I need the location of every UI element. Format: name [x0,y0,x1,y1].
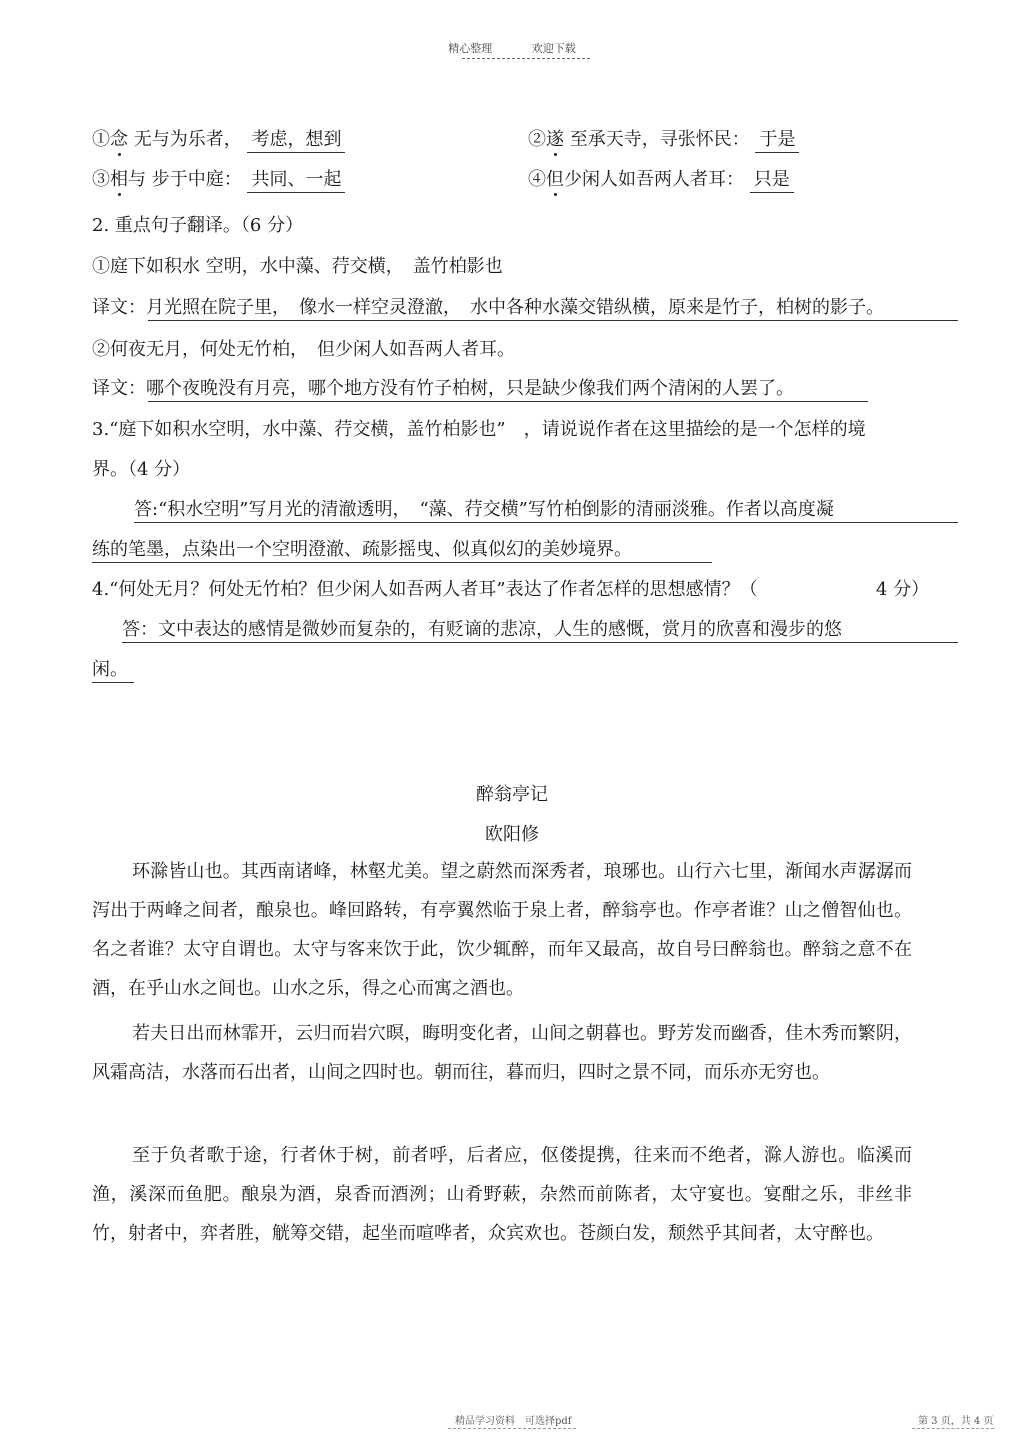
word-context: 少闲人如吾两人者耳： [564,169,744,190]
word-item-4 [528,168,794,193]
answer-underline [92,682,134,683]
q2-title: 2. 重点句子翻译。（6 分） [92,215,304,236]
answer-underline [122,642,958,643]
q4-answer-line-1: 答：文中表达的感情是微妙而复杂的，有贬谪的悲凉，人生的感慨，赏月的欣喜和漫步的悠 [122,619,842,640]
essay-paragraph-3: 至于负者歌于途，行者休于树，前者呼，后者应，伛偻提携，往来而不绝者，滁人游也。临溪而渔，溪深而鱼肥。酿泉为酒，泉香而酒洌；山肴野蔌，杂然而前陈者，太守宴也。宴酣之乐，非丝非竹，射者中，弈者胜，觥筹交错，起坐而喧哗者，众宾欢也。苍颜白发，颓然乎其间者，太守醉也。 [92,1145,912,1244]
word-num: ② [528,129,546,150]
q4-score: 4 分） [876,579,930,600]
q2-translation-1: 译文：月光照在院子里， 像水一样空灵澄澈， 水中各种水藻交错纵横，原来是竹子，柏树的影子。 [92,297,884,318]
dotted-char: 遂 [546,129,564,150]
essay-paragraph-1: 环滁皆山也。其西南诸峰，林壑尤美。望之蔚然而深秀者，琅琊也。山行六七里，渐闻水声潺潺而泻出于两峰之间者，酿泉也。峰回路转，有亭翼然临于泉上者，醉翁亭也。作亭者谁？山之僧智仙也。名之者谁？太守自谓也。太守与客来饮于此，饮少辄醉，而年又最高，故自号曰醉翁也。醉翁之意不在酒，在乎山水之间也。山水之乐，得之心而寓之酒也。 [92,861,912,999]
q3-question-line-2: 界。（4 分） [92,459,191,480]
header-left: 精心整理 [448,42,493,55]
q3-question-line-1: 3.“庭下如积水空明，水中藻、荇交横，盖竹柏影也” ，请说说作者在这里描绘的是一个怎样的境 [92,419,866,440]
word-context: 无与为乐者， [128,129,242,150]
q3-answer-line-2: 练的笔墨，点染出一个空明澄澈、疏影摇曳、似真似幻的美妙境界。 [92,539,632,560]
q4-question: 4.“何处无月？何处无竹柏？但少闲人如吾两人者耳”表达了作者怎样的思想感情？（ [92,579,758,600]
word-num: ④ [528,169,546,190]
essay-paragraph-2: 若夫日出而林霏开，云归而岩穴暝，晦明变化者，山间之朝暮也。野芳发而幽香，佳木秀而繁阴，风霜高洁，水落而石出者，山间之四时也。朝而往，暮而归，四时之景不同，而乐亦无穷也。 [92,1023,912,1083]
dotted-char: 相 [110,169,128,190]
word-num: ① [92,129,110,150]
footer-page-number: 第 3 页，共 4 页 [918,1416,994,1427]
word-item-2 [528,128,799,153]
dotted-char: 念 [110,129,128,150]
footer-left: 精品学习资料 可选择pdf [455,1416,572,1427]
word-context: 至承天寺，寻张怀民： [564,129,750,150]
word-answer: 只是 [750,169,794,193]
word-item-1 [92,128,345,153]
word-answer: 考虑，想到 [247,129,345,153]
essay-author: 欧阳修 [485,824,539,845]
q2-sentence-1: ①庭下如积水 空明，水中藻、荇交横， 盖竹柏影也 [92,256,503,277]
footer-divider [912,1428,994,1429]
word-answer: 共同、一起 [247,169,345,193]
answer-underline [148,320,958,321]
word-context: 与 步于中庭： [128,169,242,190]
header-divider [462,58,590,59]
dotted-char: 但 [546,169,564,190]
word-num: ③ [92,169,110,190]
q2-sentence-2: ②何夜无月，何处无竹柏， 但少闲人如吾两人者耳。 [92,339,515,360]
word-answer: 于是 [755,129,799,153]
answer-underline [134,522,958,523]
answer-underline [92,562,712,563]
q4-answer-line-2: 闲。 [92,659,128,680]
q2-translation-2: 译文：哪个夜晚没有月亮，哪个地方没有竹子柏树，只是缺少像我们两个清闲的人罢了。 [92,378,794,399]
header-right: 欢迎下载 [531,42,576,55]
q3-answer-line-1: 答:“积水空明”写月光的清澈透明， “藻、荇交横”写竹柏倒影的清丽淡雅。作者以高度凝 [134,499,834,520]
page-header [0,40,1024,56]
footer-divider [448,1428,576,1429]
essay-title: 醉翁亭记 [476,784,548,805]
answer-underline [148,401,868,402]
word-item-3 [92,168,345,193]
